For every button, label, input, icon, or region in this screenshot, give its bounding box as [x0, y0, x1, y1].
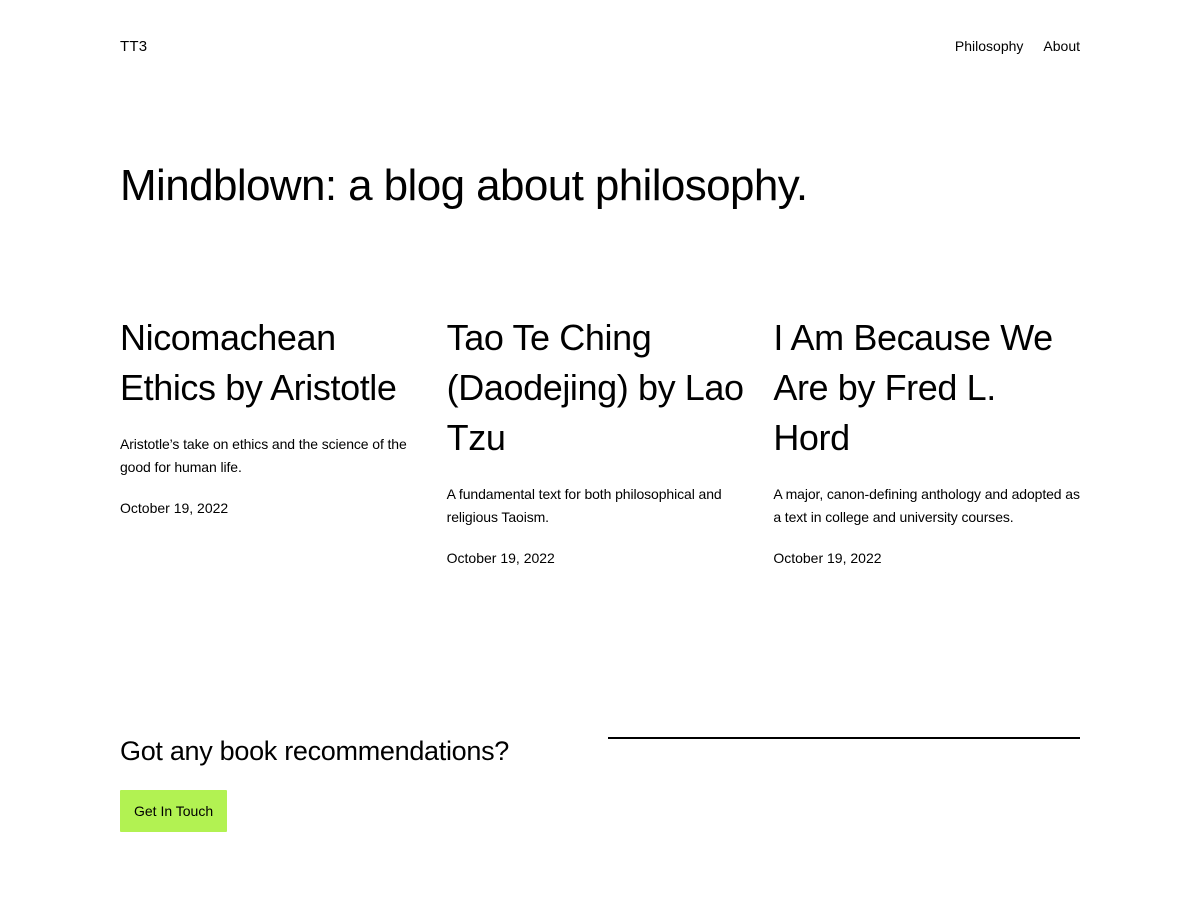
post-date: October 19, 2022 — [120, 499, 229, 516]
page — [120, 0, 1080, 832]
cta-heading: Got any book recommendations? — [120, 735, 510, 766]
post-excerpt: Aristotle’s take on ethics and the science of the good for human life. — [120, 435, 407, 475]
nav-item-about[interactable]: About — [1043, 38, 1080, 54]
post-title-link[interactable]: Tao Te Ching (Daodejing) by Lao Tzu — [446, 316, 744, 458]
site-title[interactable]: TT3 — [120, 38, 148, 55]
post-date: October 19, 2022 — [773, 549, 882, 566]
post-title — [447, 313, 754, 463]
nav-item-philosophy[interactable]: Philosophy — [954, 38, 1024, 54]
site-header — [120, 0, 1080, 55]
page-title: Mindblown: a blog about philosophy. — [120, 161, 808, 210]
post-card — [120, 313, 427, 570]
post-date: October 19, 2022 — [446, 549, 555, 566]
post-card — [447, 313, 754, 570]
cta-row — [120, 736, 1080, 767]
post-title-link[interactable]: I Am Because We Are by Fred L. Hord — [773, 316, 1053, 458]
post-excerpt: A major, canon-defining anthology and adopted as a text in college and university courses. — [773, 485, 1080, 525]
post-title — [120, 313, 427, 413]
post-excerpt: A fundamental text for both philosophical and religious Taoism. — [446, 485, 722, 525]
post-title — [773, 313, 1080, 463]
posts-grid — [120, 313, 1080, 570]
get-in-touch-button[interactable]: Get In Touch — [120, 790, 227, 832]
cta-section — [120, 736, 1080, 832]
primary-nav — [955, 38, 1080, 54]
post-title-link[interactable]: Nicomachean Ethics by Aristotle — [120, 316, 397, 408]
section-divider — [608, 737, 1080, 739]
post-card — [773, 313, 1080, 570]
